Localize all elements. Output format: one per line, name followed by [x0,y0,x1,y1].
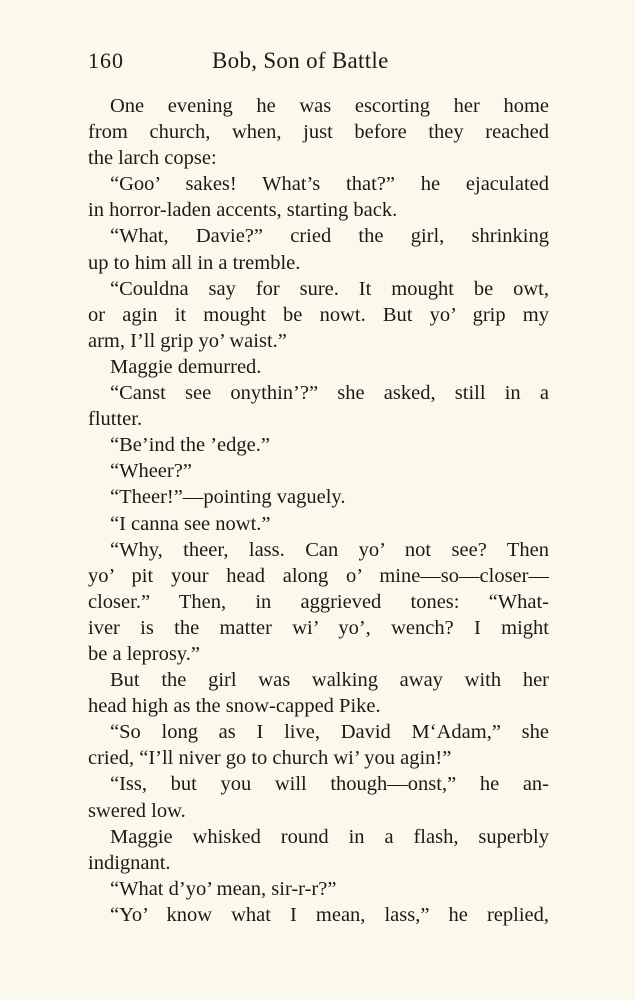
text-line: Maggie whisked round in a flash, superbly [110,825,549,848]
text-line: indignant. [88,851,171,874]
text-line: cried, “I’ll niver go to church wi’ you agin!” [88,747,452,770]
page-header [88,44,548,80]
text-line: “Theer!”—pointing vaguely. [110,486,346,509]
text-line: swered low. [88,799,186,822]
text-line: from church, when, just before they reached [88,121,549,144]
text-line: up to him all in a tremble. [88,251,301,274]
body-text [88,93,549,928]
text-line: “Yo’ know what I mean, lass,” he replied, [110,903,549,926]
text-line: “Why, theer, lass. Can yo’ not see? Then [110,538,549,561]
text-line: the larch copse: [88,147,217,170]
text-line: in horror-laden accents, starting back. [88,199,398,222]
text-line: “What, Davie?” cried the girl, shrinking [110,225,549,248]
running-title: Bob, Son of Battle [212,48,389,73]
text-line: One evening he was escorting her home [110,95,549,117]
text-line: flutter. [88,408,143,431]
text-line: head high as the snow-capped Pike. [88,695,381,718]
text-line: closer.” Then, in aggrieved tones: “What- [88,590,549,613]
text-line: Maggie demurred. [110,355,262,378]
text-line: “Iss, but you will though—onst,” he an- [110,773,549,796]
text-line: or agin it mought be nowt. But yo’ grip my [88,303,549,326]
text-line: But the girl was walking away with her [110,669,549,692]
text-line: arm, I’ll grip yo’ waist.” [88,329,287,352]
text-line: iver is the matter wi’ yo’, wench? I might [88,616,549,639]
text-line: “Be’ind the ’edge.” [110,434,270,457]
text-line: “Goo’ sakes! What’s that?” he ejaculated [110,173,549,196]
text-line: “So long as I live, David M‘Adam,” she [110,721,549,744]
text-line: “Couldna say for sure. It mought be owt, [110,277,549,300]
text-line: “What d’yo’ mean, sir-r-r?” [110,877,337,900]
text-line: be a leprosy.” [88,642,200,665]
text-line: “I canna see nowt.” [110,512,271,535]
text-line: “Canst see onythin’?” she asked, still in a [110,382,549,405]
page-number: 160 [88,48,124,73]
text-line: “Wheer?” [110,460,192,483]
text-line: yo’ pit your head along o’ mine—so—closer— [88,564,549,587]
